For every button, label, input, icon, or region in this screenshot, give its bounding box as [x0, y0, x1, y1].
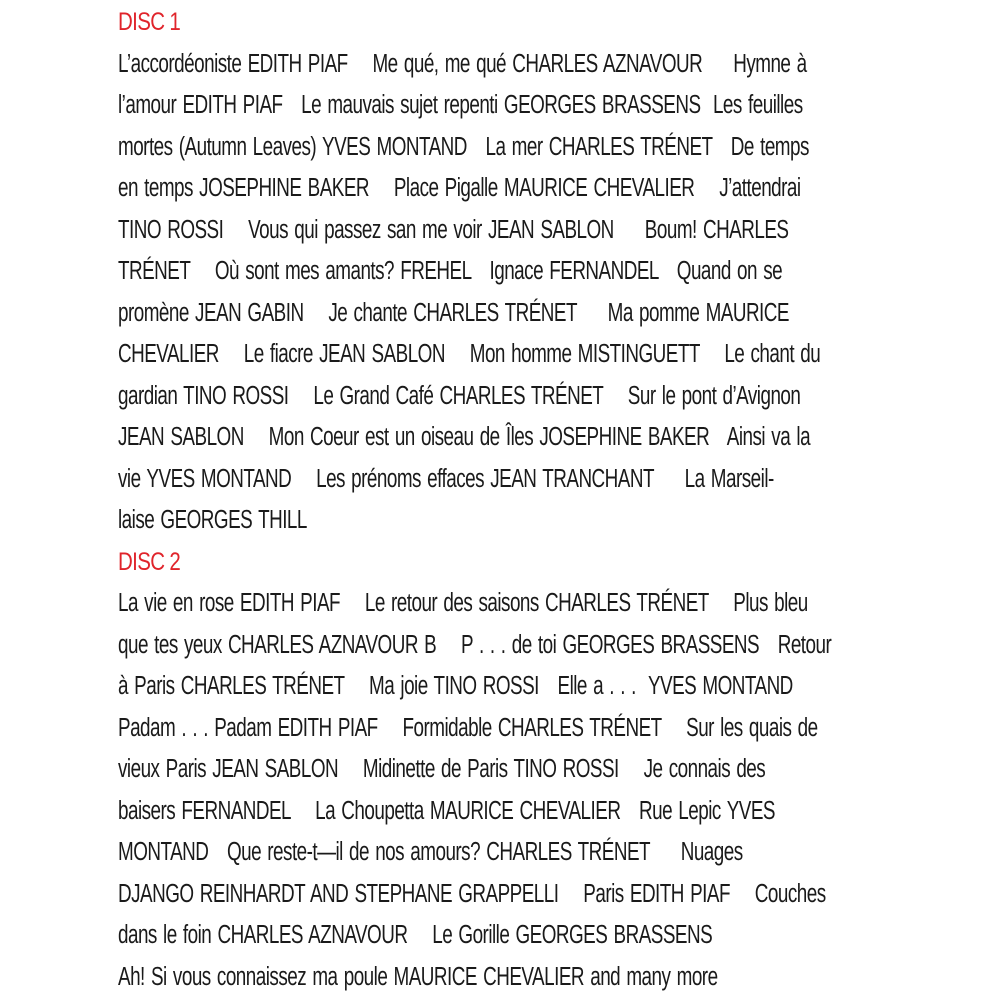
disc-2-heading: DISC 2	[118, 547, 181, 576]
disc-2-line: MONTAND Que reste-t—il de nos amours? CHARLES TRÉNET Nuages	[118, 838, 743, 866]
disc-1-line: TRÉNET Où sont mes amants? FREHEL Ignace FERNANDEL Quand on se	[118, 257, 783, 285]
disc-2-line: vieux Paris JEAN SABLON Midinette de Paris TINO ROSSI Je connais des	[118, 755, 766, 783]
disc-1-line: TINO ROSSI Vous qui passez san me voir JEAN SABLON Boum! CHARLES	[118, 215, 789, 244]
disc-2-line: DJANGO REINHARDT AND STEPHANE GRAPPELLI Paris EDITH PIAF Couches	[118, 879, 826, 908]
disc-2-line: à Paris CHARLES TRÉNET Ma joie TINO ROSSI Elle a . . . YVES MONTAND	[118, 672, 793, 700]
disc-2-line: Padam . . . Padam EDITH PIAF Formidable CHARLES TRÉNET Sur les quais de	[118, 713, 818, 742]
disc-1-line: gardian TINO ROSSI Le Grand Café CHARLES TRÉNET Sur le pont d’Avignon	[118, 381, 801, 410]
disc-2-section	[118, 542, 898, 999]
disc-1-line: JEAN SABLON Mon Coeur est un oiseau de Îles JOSEPHINE BAKER Ainsi va la	[118, 423, 811, 451]
disc-2-line: La vie en rose EDITH PIAF Le retour des saisons CHARLES TRÉNET Plus bleu	[118, 589, 808, 617]
disc-1-line: CHEVALIER Le fiacre JEAN SABLON Mon homme MISTINGUETT Le chant du	[118, 340, 821, 368]
disc-2-tracklist	[118, 583, 898, 998]
disc-1-line: promène JEAN GABIN Je chante CHARLES TRÉNET Ma pomme MAURICE	[118, 298, 789, 327]
disc-1-section	[118, 2, 898, 542]
disc-1-line: l’amour EDITH PIAF Le mauvais sujet repenti GEORGES BRASSENS Les feuilles	[118, 91, 803, 119]
disc-1-line: vie YVES MONTAND Les prénoms effaces JEAN TRANCHANT La Marseil-	[118, 464, 774, 493]
disc-1-heading: DISC 1	[118, 8, 181, 36]
disc-1-line: en temps JOSEPHINE BAKER Place Pigalle MAURICE CHEVALIER J’attendrai	[118, 174, 801, 202]
disc-1-line: laise GEORGES THILL	[118, 506, 307, 534]
disc-2-line: que tes yeux CHARLES AZNAVOUR B P . . . de toi GEORGES BRASSENS Retour	[118, 630, 832, 659]
disc-1-line: mortes (Autumn Leaves) YVES MONTAND La mer CHARLES TRÉNET De temps	[118, 132, 809, 161]
disc-2-line: baisers FERNANDEL La Choupetta MAURICE CHEVALIER Rue Lepic YVES	[118, 796, 775, 825]
disc-1-tracklist	[118, 44, 898, 542]
tracklist-page	[118, 0, 898, 998]
disc-2-line: Ah! Si vous connaissez ma poule MAURICE CHEVALIER and many more	[118, 962, 718, 991]
disc-2-line: dans le foin CHARLES AZNAVOUR Le Gorille GEORGES BRASSENS	[118, 921, 713, 949]
disc-1-line: L’accordéoniste EDITH PIAF Me qué, me qué CHARLES AZNAVOUR Hymne à	[118, 49, 807, 78]
